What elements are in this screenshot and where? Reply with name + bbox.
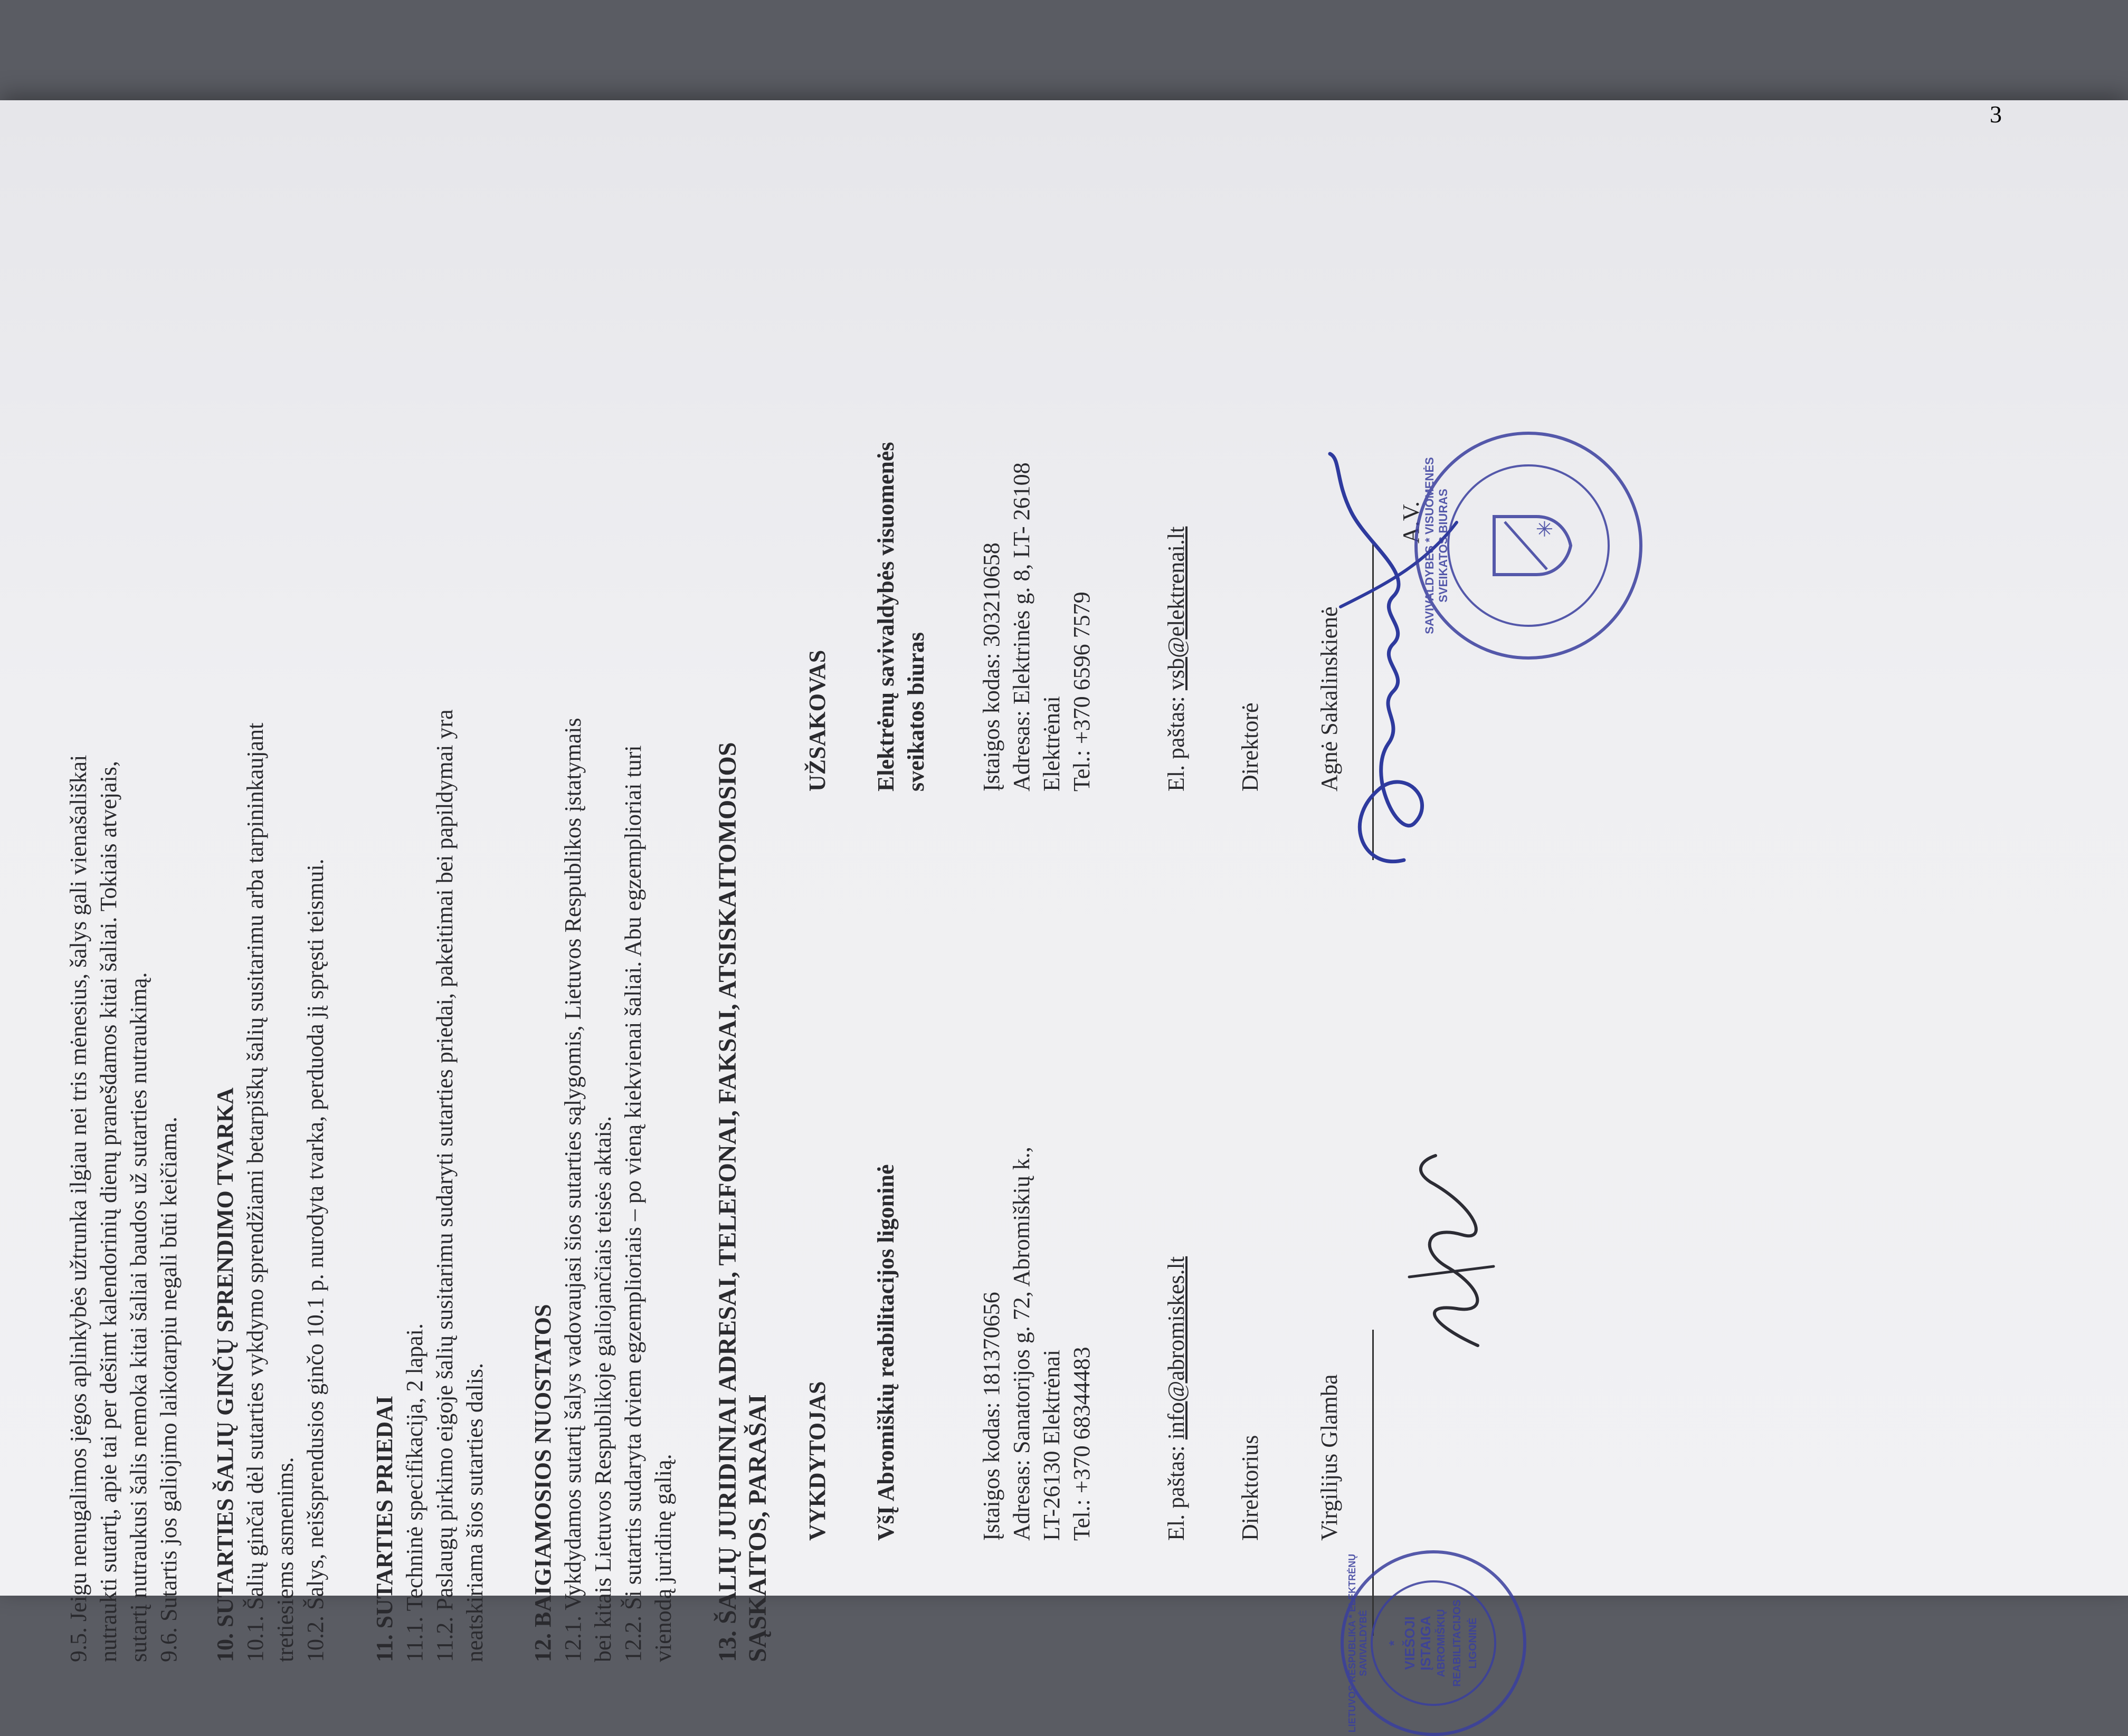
customer-stamp-inner [1447,464,1610,627]
clause-11-1: 11.1. Techninė specifikacija, 2 lapai. [402,1323,428,1662]
customer-phone: Tel.: +370 6596 7579 [1069,592,1095,791]
svg-text:✳: ✳ [1533,520,1557,538]
executor-round-stamp [1341,1550,1526,1736]
executor-name: VšĮ Abromiškių reabilitacijos ligoninė [873,1164,899,1541]
clause-9-6: 9.6. Sutartis jos galiojimo laikotarpiu negali būti keičiama. [156,1117,182,1662]
customer-stamp-ring-text: SAVIVALDYBĖS * VISUOMENĖS SVEIKATOS BIURAS [1423,457,1450,634]
customer-email-label: El. paštas: [1163,690,1189,791]
clause-10-2: 10.2. Šalys, neišsprendusios ginčo 10.1 p. nurodyta tvarka, perduoda jį spręsti teismui. [302,859,328,1662]
customer-email-link[interactable]: vsb@elektrenai.lt [1163,526,1189,691]
executor-phone: Tel.: +370 68344483 [1069,1347,1095,1541]
page-number: 3 [1990,101,2002,128]
customer-address-line-1: Adresas: Elektrinės g. 8, LT- 26108 [1009,462,1034,791]
clause-9-5-line-3: sutartį nutraukusi šalis nemoka kitai šaliai baudos už sutarties nutraukimą. [126,972,151,1662]
executor-email-link[interactable]: info@abromiskes.lt [1163,1256,1189,1440]
executor-person: Virgilijus Glamba [1316,1374,1342,1541]
executor-stamp-line-3: ABROMIŠKIŲ [1436,1609,1447,1677]
customer-seal-mark: A.V. [1398,501,1424,543]
executor-stamp-inner [1371,1580,1496,1706]
executor-stamp-ring-text: LIETUVOS RESPUBLIKA * ELEKTRĖNŲ SAVIVALDYBĖ [1347,1553,1369,1733]
customer-address-line-2: Elektrėnai [1039,696,1065,791]
clause-12-1-line-1: 12.1. Vykdydamos sutartį šalys vadovaujasi šios sutarties sąlygomis, Lietuvos Respublikos įstatymais [560,718,586,1662]
customer-stamp-emblem-icon [1484,501,1573,590]
clause-12-2-line-2: vienodą juridinę galią. [650,1454,676,1662]
customer-code: Įstaigos kodas: 303210658 [978,542,1004,791]
clause-10-1-line-1: 10.1. Šalių ginčai dėl sutarties vykdymo sprendžiami betarpiškų šalių susitarimu arba tarpininkaujant [242,722,268,1662]
rotated-page-content [63,206,2122,1733]
clause-12-1-line-2: bei kitais Lietuvos Respublikoje galiojančiais teisės aktais. [590,1115,616,1662]
executor-address-line-2: LT-26130 Elektrėnai [1039,1349,1065,1541]
customer-position: Direktorė [1237,702,1263,791]
customer-email [1161,527,1191,791]
executor-signature-stroke [1399,1145,1504,1356]
executor-stamp-star: * [1386,1640,1402,1646]
section-11-heading: 11. SUTARTIES PRIEDAI [372,1396,397,1662]
section-10-heading: 10. SUTARTIES ŠALIŲ GINČŲ SPRENDIMO TVARKA [212,1088,238,1662]
clause-9-5-line-2: nutraukti sutartį, apie tai per dešimt kalendorinių dienų pranešdamos kitai šaliai. Tokiais atvejais, [96,760,121,1662]
document-page [0,100,2128,1733]
executor-position: Direktorius [1237,1435,1263,1541]
clause-11-2-line-1: 11.2. Paslaugų pirkimo eigoje šalių susitarimu sudaryti sutarties priedai, pakeitimai bei papildymai yra [432,709,458,1662]
customer-person: Agnė Sakalinskienė [1316,606,1342,791]
executor-stamp-line-2: ĮSTAIGA [1418,1616,1433,1671]
executor-code: Įstaigos kodas: 181370656 [978,1292,1004,1541]
section-13-heading-line-1: 13. ŠALIŲ JURIDINIAI ADRESAI, TELEFONAI, FAKSAI, ATSISKAITOMOSIOS [714,742,742,1662]
clause-11-2-line-2: neatskiriama šios sutarties dalis. [462,1363,488,1662]
executor-email-label: El. paštas: [1163,1439,1189,1541]
clause-12-2-line-1: 12.2. Ši sutartis sudaryta dviem egzemplioriais – po vieną kiekvienai šaliai. Abu egzemplioriai turi [620,745,646,1662]
clause-9-5-line-1: 9.5. Jeigu nenugalimos jėgos aplinkybės užtrunka ilgiau nei tris mėnesius, šalys gali vienašališkai [65,755,91,1662]
section-13-heading-line-2: SĄSKAITOS, PARAŠAI [744,1394,772,1662]
executor-address-line-1: Adresas: Sanatorijos g. 72, Abromiškių k., [1009,1147,1034,1541]
section-12-heading: 12. BAIGIAMOSIOS NUOSTATOS [530,1304,556,1662]
customer-role: UŽSAKOVAS [804,650,830,791]
customer-name-line-1: Elektrėnų savivaldybės visuomenės [873,442,899,791]
customer-name-line-2: sveikatos biuras [903,632,929,791]
executor-stamp-line-5: LIGONINĖ [1467,1617,1479,1669]
customer-round-stamp [1414,432,1642,660]
executor-email [1161,1256,1191,1541]
executor-stamp-line-1: VIEŠOJI [1402,1616,1418,1670]
clause-10-1-line-2: tretiesiems asmenims. [272,1457,298,1662]
executor-stamp-line-4: REABILITACIJOS [1451,1599,1463,1687]
executor-role: VYKDYTOJAS [804,1381,830,1541]
